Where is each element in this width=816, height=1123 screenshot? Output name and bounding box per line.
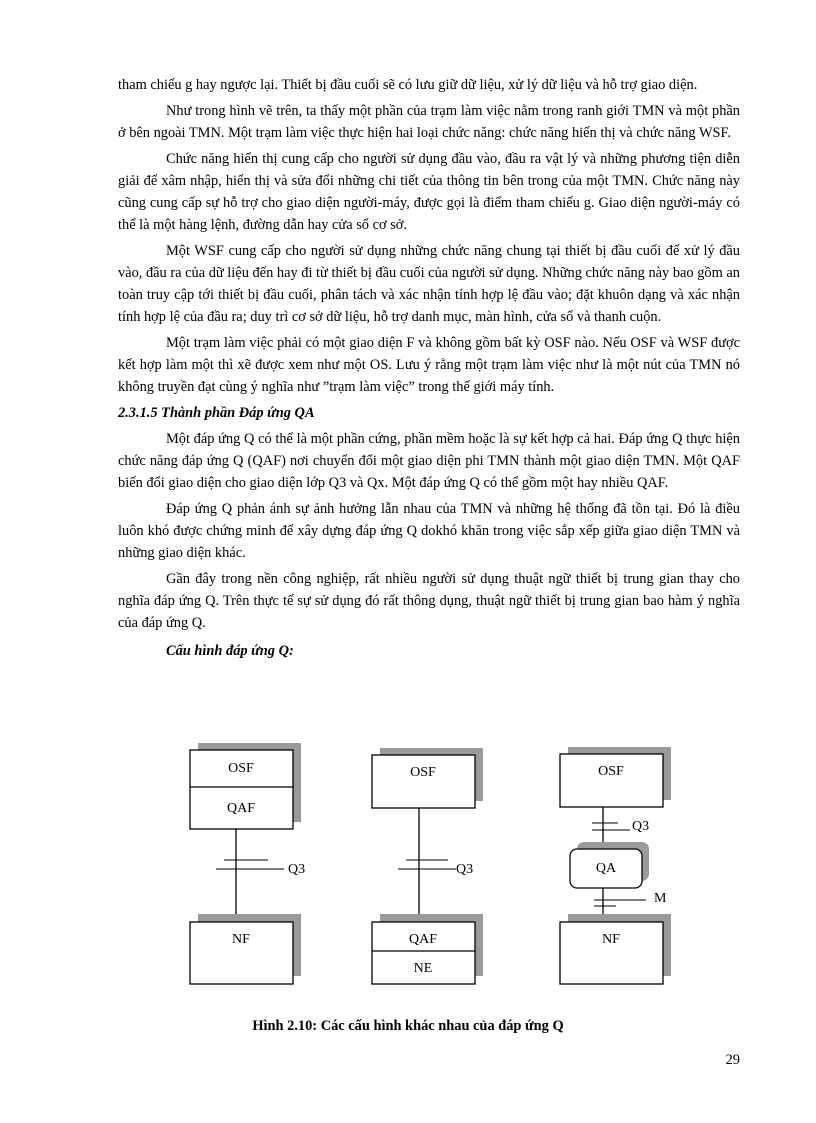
config3-qa-label: QA: [595, 861, 617, 876]
config1-q3-label: Q3: [288, 862, 306, 877]
config-1: [190, 743, 305, 984]
paragraph-mediation-device: Gần đây trong nền công nghiệp, rất nhiều người sử dụng thuật ngữ thiết bị trung gian thay cho nghĩa đáp ứng Q. Trên thực tế sự sử dụng đó rất thông dụng, thuật ngữ thiết bị trung gian bao hàm ý nghĩa của đáp ứng Q.: [118, 571, 740, 631]
config3-q3-label: Q3: [632, 819, 650, 834]
paragraph-wsf: Một WSF cung cấp cho người sử dụng những chức năng chung tại thiết bị đầu cuối để xử lý đầu vào, đầu ra của dữ liệu đến hay đi từ thiết bị đầu cuối của người sử dụng. Những chức năng này bao gồm an toàn truy cập tới thiết bị đầu cuối, phân tách và xác nhận tính hợp lệ đầu vào; đặt khuôn dạng và xác nhận tính hợp lệ của đầu ra; duy trì cơ sở dữ liệu, hỗ trợ danh mục, màn hình, cửa sổ và thanh cuộn.: [118, 243, 740, 325]
paragraph-workstation-position: Như trong hình vẽ trên, ta thấy một phần của trạm làm việc nằm trong ranh giới TMN và một phần ở bên ngoài TMN. Một trạm làm việc thực hiện hai loại chức năng: chức năng hiển thị và chức năng WSF.: [118, 103, 740, 141]
config3-nf-label: NF: [602, 932, 620, 947]
paragraph-display-function: Chức năng hiển thị cung cấp cho người sử dụng đầu vào, đầu ra vật lý và những phương tiện diễn giải để xâm nhập, hiển thị và sửa đổi những chi tiết của thông tin bên trong của một TMN. Chức năng này cũng cung cấp sự hỗ trợ cho giao diện người-máy, được gọi là điểm tham chiếu g. Giao diện người-máy có thể là một hàng lệnh, đường dẫn hay cửa sổ cơ sở.: [118, 151, 740, 233]
page-number: 29: [725, 1052, 740, 1068]
paragraph-workstation-interface: Một trạm làm việc phải có một giao diện F và không gồm bất kỳ OSF nào. Nếu OSF và WSF được kết hợp làm một thì xẽ được xem như một OS. Lưu ý rằng một trạm làm việc như là một nút của TMN nó không truyền đạt cùng ý nghĩa như ”trạm làm việc” trong thế giới máy tính.: [118, 335, 740, 395]
config3-top-box: [560, 754, 663, 807]
config2-ne-label: NE: [413, 961, 433, 976]
config-2: [372, 748, 483, 984]
config1-qaf-label: QAF: [226, 801, 256, 816]
paragraph-continued: tham chiếu g hay ngược lại. Thiết bị đầu cuối sẽ có lưu giữ dữ liệu, xử lý dữ liệu và hỗ trợ giao diện.: [118, 77, 698, 93]
config2-top-box: [372, 755, 475, 808]
diagram-label: Cấu hình đáp ứng Q:: [166, 643, 294, 659]
paragraph-qa-interaction: Đáp ứng Q phản ánh sự ảnh hưởng lẫn nhau của TMN và những hệ thống đã tồn tại. Đó là điều luôn khó được chứng minh để xây dựng đáp ứng Q dokhó khăn trong việc sắp xếp giữa giao diện TMN và những giao diện khác.: [118, 501, 740, 561]
config1-nf-label: NF: [232, 932, 250, 947]
config3-m-label: M: [654, 891, 667, 906]
config-3: [560, 747, 671, 984]
config1-osf-label: OSF: [228, 761, 254, 776]
config2-osf-label: OSF: [410, 765, 436, 780]
config2-qaf-label: QAF: [408, 932, 438, 947]
figure-caption: Hình 2.10: Các cấu hình khác nhau của đáp ứng Q: [252, 1018, 564, 1034]
config2-q3-label: Q3: [456, 862, 474, 877]
paragraph-qa-definition: Một đáp ứng Q có thể là một phần cứng, phần mềm hoặc là sự kết hợp cả hai. Đáp ứng Q thực hiện chức năng đáp ứng Q (QAF) nơi chuyển đổi một giao diện phi TMN thành một giao diện TMN. Một QAF biến đổi giao diện cho giao diện lớp Q3 và Qx. Một đáp ứng Q có thể gồm một hay nhiều QAF.: [118, 431, 740, 491]
config3-osf-label: OSF: [598, 764, 624, 779]
section-heading: 2.3.1.5 Thành phần Đáp ứng QA: [118, 405, 315, 421]
